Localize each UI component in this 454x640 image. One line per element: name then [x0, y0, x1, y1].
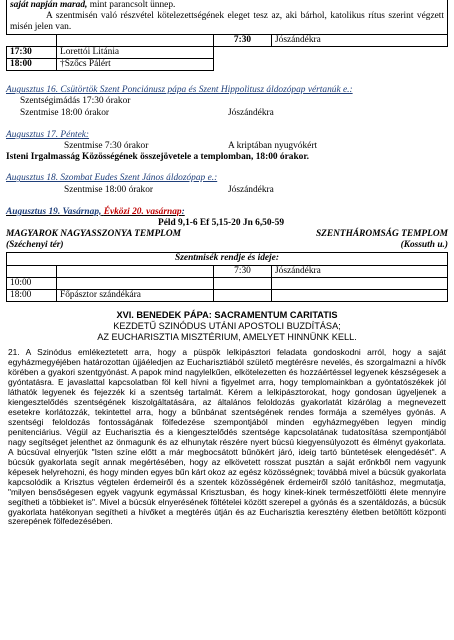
article-paragraph: 21. A Szinódus emlékeztetett arra, hogy a püspök lelkipásztori feladata gondoskodni arról, hogy a saját egyházmegyéjében határozottan újjáéledjen az Eucharisztiából születő megtérésre nevelés, és szorgalmazni a hívők körében a gyakori szentgyónást. A papok mind nagylelkűen, elkötelezetten és hozzáértéssel legyenek készségesek a gyóntatásra. E javaslattal kapcsolatban föl kell hívni a figyelmet arra, hogy templomainkban a gyóntatószékek jól láthatók legyenek és fejezzék ki a szentség tartalmát. Kérem a lelkipásztorokat, hogy gondosan ügyeljenek a kiengesztelődés szentségének kiszolgáltatására, az általános feloldozás gyakorlatát kizárólag a megnevezett esetekre korlátozzák, tekintettel arra, hogy a bűnbánat szentségének rendes formája a személyes gyónás. A szentségi feloldozás fontosságának fölfedezése szempontjából minden egyházmegyében legyen mindig penitenciárius. Végül az Eucharisztia és a kiengesztelődés szentsége kapcsolatának tudatosítása szempontjából nagy segítséget jelenthet az önmagunk és az elhunytak részére nyert búcsú kiegyensúlyozott és élményt gyakorlata. A búcsúval elnyerjük "Isten színe előtt a már megbocsátott bűnökért járó, ideig tartó büntetések elengedését". A búcsúk gyakorlata segít annak megértésében, hogy az elkövetett rosszat pusztán a saját erőnkből nem vagyunk képesek helyrehozni, és hogy minden egyes bűn kárt okoz az egész közösségnek; továbbá mivel a búcsúk gyakorlata kapcsolódik a Krisztus végtelen érdemeiről és a szentek közösségének érdemeiről szóló tanításhoz, megmutatja, "milyen bensőségesen egyek vagyunk egymással Krisztusban, és hogy kinek-kinek természetfölötti élete mennyire segítheti a többieket is". Mivel a búcsúk elnyerésének föltételei között szerepel a gyónás és a szentáldozás, a búcsúk gyakorlata hatékonyan segítheti a hívőket a megtérés útján és az Eucharisztia keresztény életben betöltött központi szerepének fölfedezésében. [8, 347, 446, 527]
aug19-church-left: MAGYAROK NAGYASSZONYA TEMPLOM [6, 229, 182, 240]
aug19-readings: Péld 9,1-6 Ef 5,15-20 Jn 6,50-59 [158, 217, 285, 228]
aug16-line1: Szentségimádás 17:30 órakor [20, 96, 131, 107]
aug16-line2: Szentmise 18:00 órakor [20, 107, 110, 118]
aug19-heading-b: Évközi 20. vasárnap [103, 206, 182, 217]
aug19-heading-a: Augusztus 19. Vasárnap, [6, 206, 102, 217]
top-row2-time: 17:30 [7, 46, 57, 58]
top-note [7, 0, 448, 34]
aug19-mass-table [6, 252, 448, 302]
day-aug18 [6, 173, 448, 195]
aug16-heading: Augusztus 16. Csütörtök Szent Ponciánusz pápa és Szent Hippolitusz áldozópap vértanúk e.: [6, 85, 353, 96]
table-row: 18:00 Főpásztor szándékára [7, 290, 448, 302]
article-title-line1: XVI. BENEDEK PÁPA: SACRAMENTUM CARITATIS [116, 310, 338, 321]
aug19-church-right: SZENTHÁROMSÁG TEMPLOM [315, 229, 448, 240]
day-aug17 [6, 130, 448, 164]
aug17-line1: Szentmise 7:30 órakor [64, 140, 149, 151]
top-table [6, 0, 448, 71]
aug19-loc-left: (Széchenyi tér) [6, 240, 64, 251]
top-row3-time: 18:00 [7, 59, 57, 71]
top-row1-place: Jószándékra [272, 34, 448, 46]
top-row3-text: †Szőcs Pálért [57, 59, 214, 71]
aug17-line2: Isteni Irgalmasság Közösségének összejövetele a templomban, 18:00 órakor. [6, 152, 310, 163]
aug18-line1: Szentmise 18:00 órakor [64, 184, 154, 195]
top-line-bold: saját napján marad, [10, 0, 88, 10]
top-row1-time: 7:30 [214, 34, 272, 46]
article-title [6, 310, 448, 343]
table-row: 10:00 [7, 277, 448, 289]
aug17-heading: Augusztus 17. Péntek: [6, 129, 90, 140]
article-title-line3: AZ EUCHARISZTIA MISZTÉRIUM, AMELYET HINNÜNK KELL. [97, 332, 357, 343]
table-row: 7:30 Jószándékra [7, 265, 448, 277]
aug18-heading: Augusztus 18. Szombat Eudes Szent János áldozópap e.: [6, 173, 218, 184]
mass-table-title: Szentmisék rendje és ideje: [7, 253, 448, 265]
aug19-loc-right: (Kossuth u.) [400, 240, 448, 251]
aug16-line2-right: Jószándékra [228, 107, 274, 118]
day-aug16 [6, 85, 448, 119]
aug17-line1-right: A kriptában nyugvókért [228, 140, 318, 151]
article-title-line2: KEZDETŰ SZINÓDUS UTÁNI APOSTOLI BUZDÍTÁSA; [113, 321, 341, 332]
top-paragraph: A szentmisén való részvétel kötelezettségének eleget tesz az, aki bárhol, katolikus rítus szerint végzett misén jelen van. [10, 11, 444, 33]
aug19-heading-c: : [181, 206, 185, 217]
top-row2-text: Lorettói Litánia [57, 46, 214, 58]
top-line-rest: mint parancsolt ünnep. [87, 0, 176, 10]
bulletin-page [6, 0, 448, 527]
day-aug19 [6, 207, 448, 303]
aug18-line1-right: Jószándékra [228, 184, 274, 195]
